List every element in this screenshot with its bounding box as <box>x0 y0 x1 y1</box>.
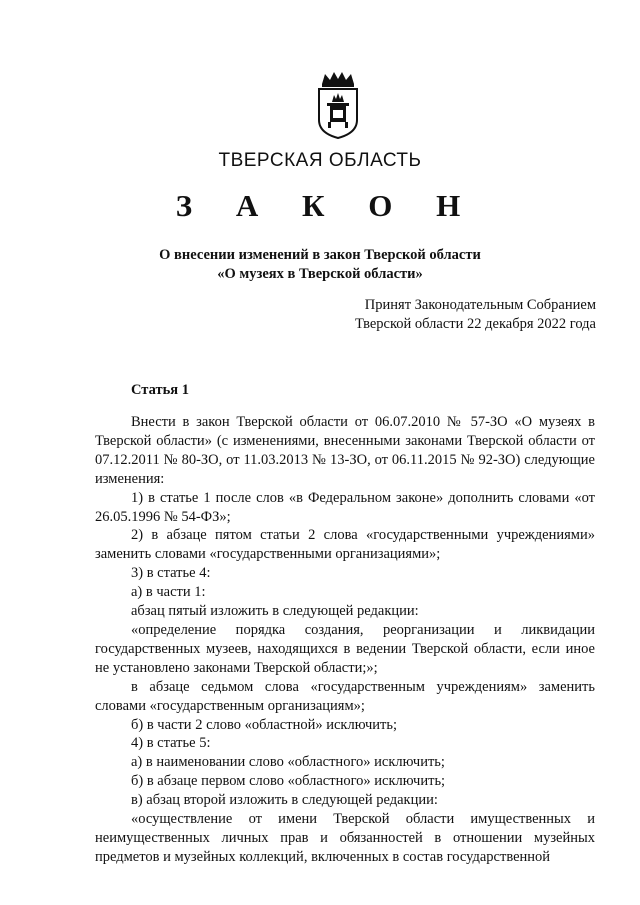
document-type-title: З А К О Н <box>175 188 479 223</box>
law-subject <box>0 246 640 284</box>
paragraph: абзац пятый изложить в следующей редакции: <box>131 603 419 620</box>
paragraph: 4) в статье 5: <box>131 735 211 752</box>
subject-line-2: «О музеях в Тверской области» <box>217 266 423 282</box>
adoption-line-2: Тверской области 22 декабря 2022 года <box>354 316 596 332</box>
coat-of-arms-emblem <box>316 70 360 140</box>
paragraph: б) в части 2 слово «областной» исключить; <box>131 716 397 733</box>
adoption-line-1: Принят Законодательным Собранием <box>364 297 596 313</box>
paragraph: а) в наименовании слово «областного» исключить; <box>131 754 445 771</box>
paragraph: 2) в абзаце пятом статьи 2 слова «государственными учреждениями» заменить словами «государственными организациями»; <box>95 527 595 563</box>
paragraph: а) в части 1: <box>131 584 206 601</box>
paragraph: «определение порядка создания, реорганизации и ликвидации государственных музеев, находящихся в ведении Тверской области, если иное не установлено законами Тверской области;»; <box>95 621 595 676</box>
article-heading: Статья 1 <box>131 382 189 398</box>
subject-line-1: О внесении изменений в закон Тверской области <box>159 247 481 263</box>
paragraph: 1) в статье 1 после слов «в Федеральном законе» дополнить словами «от 26.05.1996 № 54-ФЗ»; <box>95 489 595 525</box>
paragraph: в абзаце седьмом слова «государственным учреждениям» заменить словами «государственным организациям»; <box>95 678 595 714</box>
paragraph: «осуществление от имени Тверской области имущественных и неимущественных личных прав и обязанностей в отношении музейных предметов и музейных коллекций, включенных в состав государственной <box>95 811 595 865</box>
paragraph: в) абзац второй изложить в следующей редакции: <box>131 792 438 809</box>
article-body <box>95 413 595 867</box>
region-name: ТВЕРСКАЯ ОБЛАСТЬ <box>218 150 422 171</box>
paragraph: 3) в статье 4: <box>131 565 211 582</box>
paragraph: б) в абзаце первом слово «областного» исключить; <box>131 773 446 790</box>
adoption-note <box>296 296 596 334</box>
paragraph: Внести в закон Тверской области от 06.07.2010 № 57-ЗО «О музеях в Тверской области» (с изменениями, внесенными законами Тверской области от 07.12.2011 № 80-ЗО, от 11.03.2013 № 13-ЗО, от 06.11.2015 № 92-ЗО) следующие изменения: <box>95 414 595 487</box>
